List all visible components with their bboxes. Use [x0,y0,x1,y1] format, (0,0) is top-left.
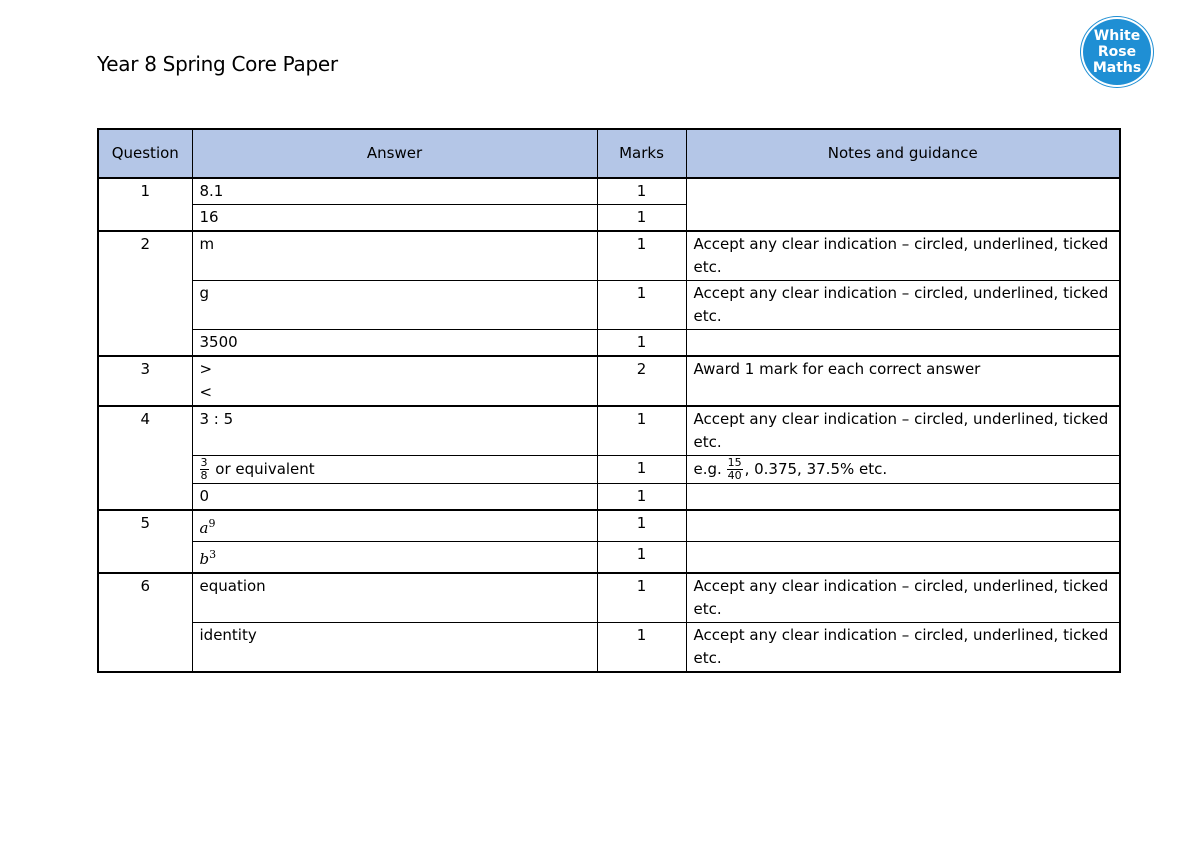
table-row [98,281,1120,330]
header-row [98,129,1120,178]
answer-cell: 3 : 5 [192,406,597,456]
marks-cell: 1 [597,510,686,542]
marks-cell: 1 [597,178,686,205]
marks-cell: 1 [597,456,686,484]
answer-cell: m [192,231,597,281]
math-exponent: 3 [209,548,217,561]
marks-cell: 1 [597,623,686,673]
fraction-denominator: 8 [200,469,208,482]
answer-line: > [199,360,213,378]
marks-cell: 1 [597,573,686,623]
answer-cell [192,510,597,542]
answer-cell: identity [192,623,597,673]
answer-cell: equation [192,573,597,623]
white-rose-maths-logo [1081,17,1153,87]
table-row [98,356,1120,406]
answer-line: < [199,383,213,401]
table-row [98,456,1120,484]
fraction-numerator: 15 [727,456,742,469]
header-question: Question [98,129,192,178]
question-number: 6 [98,573,192,672]
header-notes: Notes and guidance [686,129,1120,178]
marks-cell: 1 [597,231,686,281]
notes-cell: Accept any clear indication – circled, underlined, ticked etc. [686,573,1120,623]
marks-cell: 1 [597,205,686,232]
question-number: 3 [98,356,192,406]
question-number: 4 [98,406,192,510]
fraction-numerator: 3 [200,456,208,469]
notes-cell [686,178,1120,231]
table-row [98,573,1120,623]
math-base: b [199,550,210,568]
notes-suffix: , 0.375, 37.5% etc. [744,460,888,478]
table-row [98,406,1120,456]
table-row [98,484,1120,511]
notes-cell: Accept any clear indication – circled, underlined, ticked etc. [686,281,1120,330]
fraction [727,457,743,482]
marks-cell: 1 [597,406,686,456]
notes-cell [686,510,1120,542]
notes-cell: Accept any clear indication – circled, underlined, ticked etc. [686,406,1120,456]
table-row [98,330,1120,357]
answer-cell: 3500 [192,330,597,357]
answer-cell: 8.1 [192,178,597,205]
logo-line-3: Maths [1092,60,1142,76]
marks-cell: 2 [597,356,686,406]
marks-cell: 1 [597,330,686,357]
table-row [98,510,1120,542]
answer-cell: 16 [192,205,597,232]
logo-line-2: Rose [1097,44,1137,60]
notes-cell [686,484,1120,511]
answer-cell [192,542,597,574]
marks-cell: 1 [597,484,686,511]
notes-cell [686,330,1120,357]
logo-line-1: White [1093,28,1141,44]
math-exponent: 9 [208,517,216,530]
answer-cell [192,356,597,406]
table-row [98,623,1120,673]
table-row [98,542,1120,574]
question-number: 5 [98,510,192,573]
notes-cell: Award 1 mark for each correct answer [686,356,1120,406]
header-marks: Marks [597,129,686,178]
math-expression [200,550,217,568]
answer-text: or equivalent [215,460,315,478]
notes-prefix: e.g. [693,460,722,478]
notes-cell: Accept any clear indication – circled, underlined, ticked etc. [686,231,1120,281]
notes-cell: Accept any clear indication – circled, underlined, ticked etc. [686,623,1120,673]
math-expression [200,519,216,537]
header-answer: Answer [192,129,597,178]
fraction [200,457,209,482]
answer-cell [192,456,597,484]
question-number: 2 [98,231,192,356]
fraction-denominator: 40 [727,469,742,482]
answer-cell: 0 [192,484,597,511]
notes-cell [686,456,1120,484]
mark-scheme-table [97,128,1121,673]
math-base: a [199,519,209,537]
marks-cell: 1 [597,542,686,574]
notes-cell [686,542,1120,574]
marks-cell: 1 [597,281,686,330]
answer-cell: g [192,281,597,330]
table-row [98,178,1120,205]
page-title: Year 8 Spring Core Paper [97,52,338,76]
question-number: 1 [98,178,192,231]
table-row [98,231,1120,281]
